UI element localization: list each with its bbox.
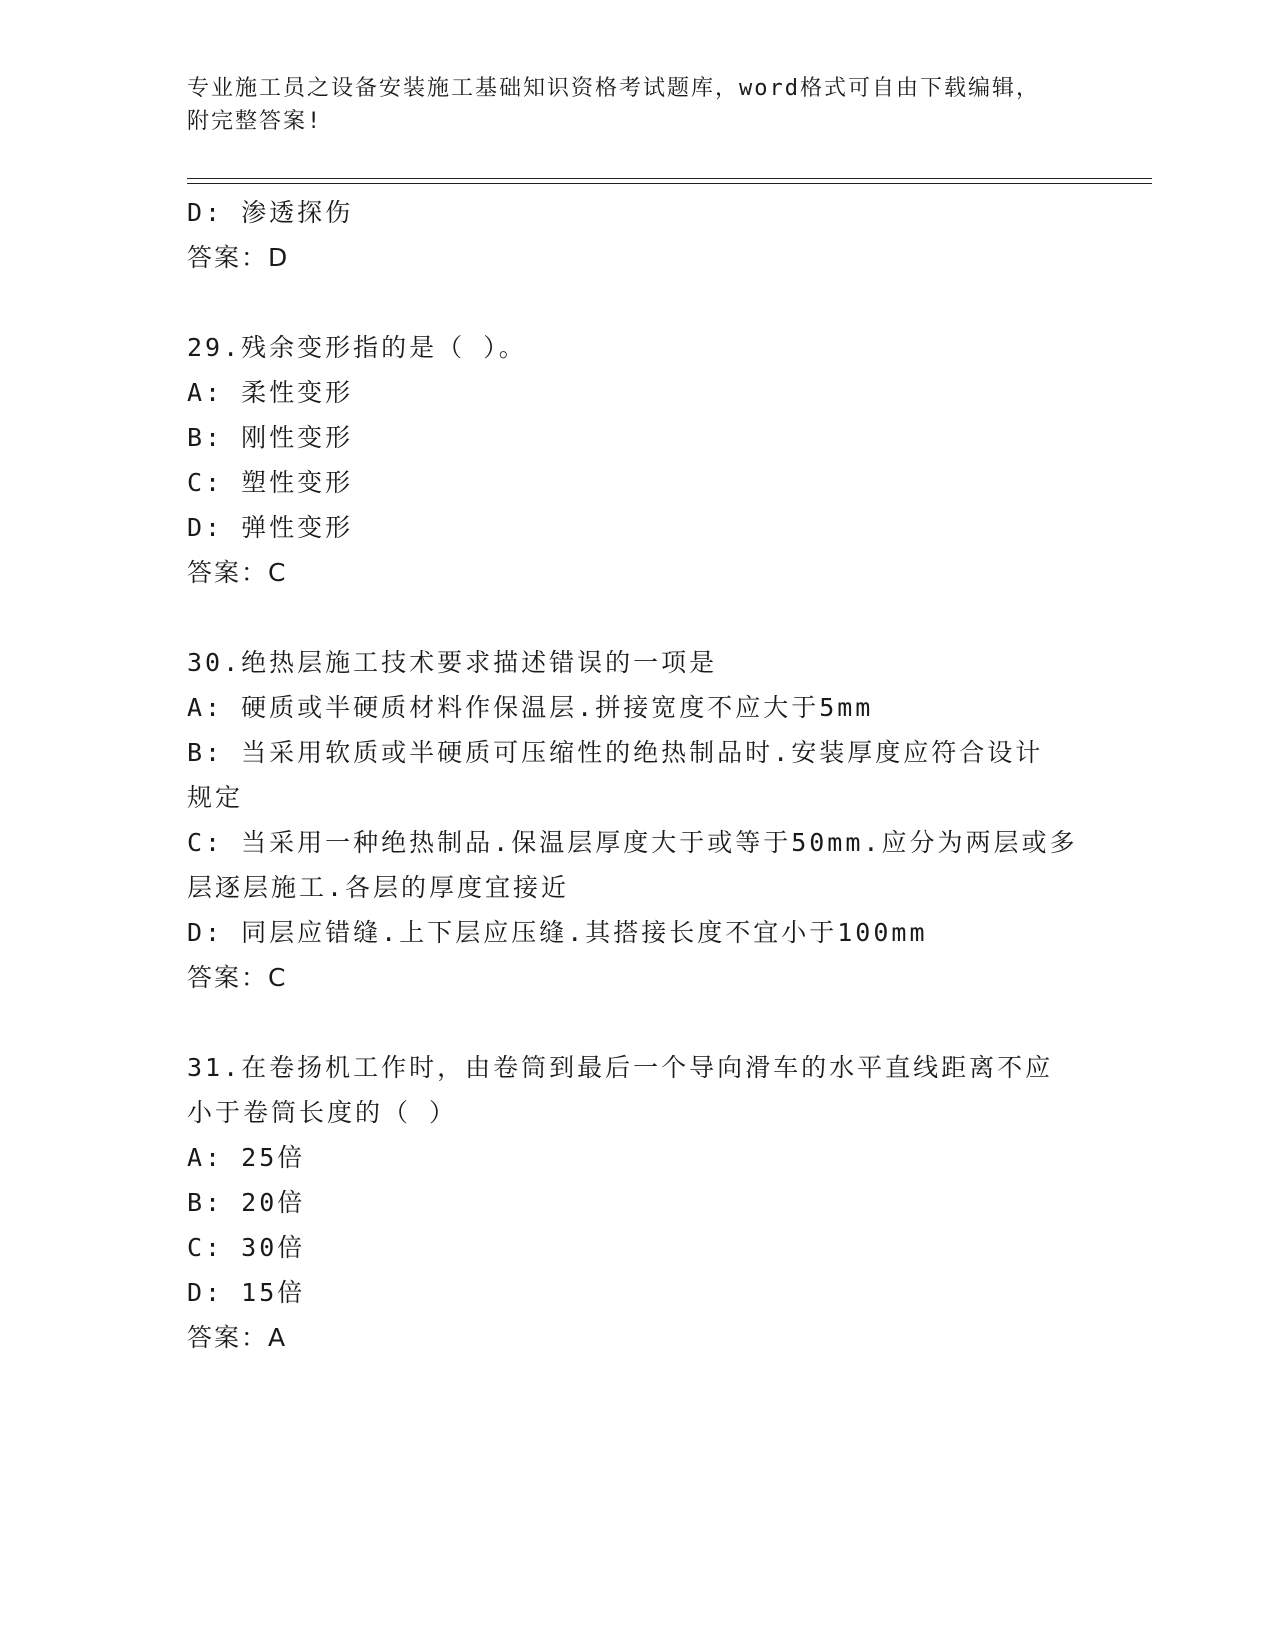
option-d: D: 同层应错缝.上下层应压缝.其搭接长度不宜小于100mm	[187, 918, 928, 947]
question-28-tail	[187, 190, 1087, 280]
header-divider-bottom	[187, 183, 1152, 184]
option-c: C: 塑性变形	[187, 468, 354, 497]
question-list	[187, 190, 1087, 1360]
option-a: A: 柔性变形	[187, 378, 354, 407]
question-stem: 30.绝热层施工技术要求描述错误的一项是	[187, 648, 718, 677]
option-a: A: 硬质或半硬质材料作保温层.拼接宽度不应大于5mm	[187, 693, 874, 722]
option-b-line-2: 规定	[187, 783, 244, 812]
header-divider-top	[187, 178, 1152, 179]
option-b: B: 20倍	[187, 1188, 306, 1217]
option-d: D: 15倍	[187, 1278, 306, 1307]
option-d: D: 弹性变形	[187, 513, 354, 542]
option-c-line-2: 层逐层施工.各层的厚度宜接近	[187, 873, 570, 902]
question-stem: 29.残余变形指的是（ ）。	[187, 333, 527, 362]
document-header	[187, 72, 1087, 138]
answer-line: 答案：C	[187, 558, 288, 587]
question-30	[187, 640, 1087, 1000]
question-31	[187, 1045, 1087, 1360]
option-c-line-1: C: 当采用一种绝热制品.保温层厚度大于或等于50mm.应分为两层或多	[187, 828, 1078, 857]
header-title-line-1: 专业施工员之设备安装施工基础知识资格考试题库，word格式可自由下载编辑，	[187, 76, 1040, 101]
answer-line: 答案：A	[187, 1323, 288, 1352]
question-stem-line-1: 31.在卷扬机工作时，由卷筒到最后一个导向滑车的水平直线距离不应	[187, 1053, 1054, 1082]
option-c: C: 30倍	[187, 1233, 306, 1262]
option-b: B: 刚性变形	[187, 423, 354, 452]
answer-line: 答案：D	[187, 243, 290, 272]
option-b-line-1: B: 当采用软质或半硬质可压缩性的绝热制品时.安装厚度应符合设计	[187, 738, 1044, 767]
option-d: D: 渗透探伤	[187, 198, 354, 227]
spacer	[187, 1000, 1087, 1045]
option-a: A: 25倍	[187, 1143, 306, 1172]
answer-line: 答案：C	[187, 963, 288, 992]
header-title-line-2: 附完整答案!	[187, 109, 323, 134]
spacer	[187, 595, 1087, 640]
question-29	[187, 325, 1087, 595]
spacer	[187, 280, 1087, 325]
question-stem-line-2: 小于卷筒长度的（ ）	[187, 1098, 458, 1127]
